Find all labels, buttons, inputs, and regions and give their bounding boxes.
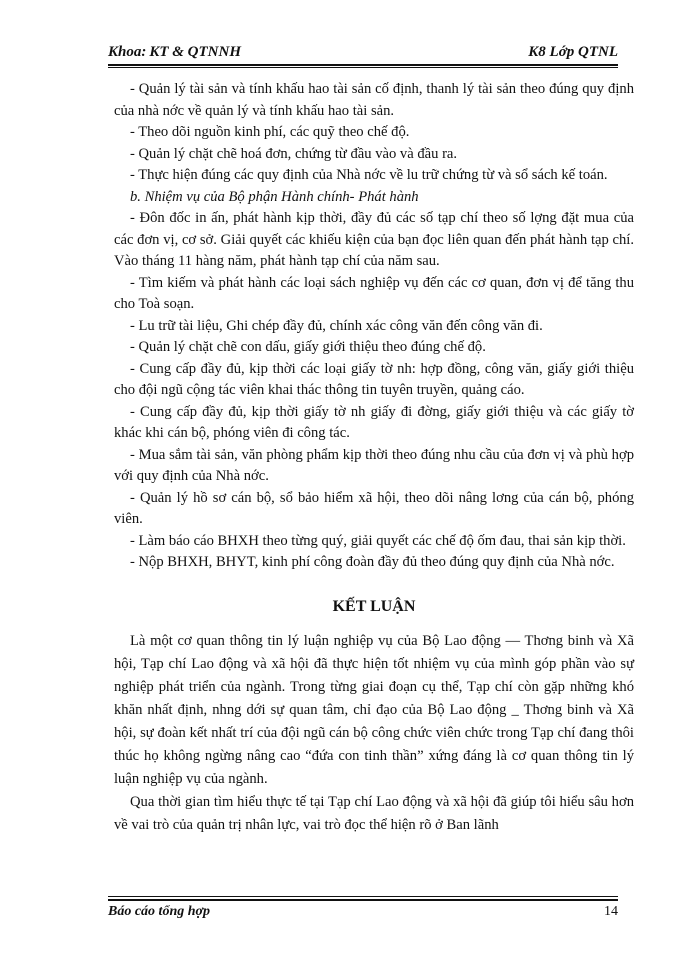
- conclusion-section: [114, 630, 634, 837]
- paragraph: - Đôn đốc in ấn, phát hành kịp thời, đầy đủ các số tạp chí theo số lợng đặt mua của các đơn vị, cơ sở. Giải quyết các khiếu kiện của bạn đọc liên quan đến phát hành tạp chí. Vào tháng 11 hàng năm, phát hành tạp chí của năm sau.: [114, 210, 634, 269]
- header-class: K8 Lớp QTNL: [528, 44, 618, 60]
- paragraph: - Cung cấp đầy đủ, kịp thời giấy tờ nh giấy đi đờng, giấy giới thiệu và các giấy tờ khác khi cán bộ, phóng viên đi công tác.: [114, 403, 634, 441]
- footer-rule-thin: [108, 896, 618, 897]
- paragraph: - Thực hiện đúng các quy định của Nhà nớc về lu trữ chứng từ và sổ sách kế toán.: [130, 167, 608, 183]
- paragraph: - Mua sắm tài sản, văn phòng phẩm kịp thời theo đúng nhu cầu của đơn vị và phù hợp với quy định của Nhà nớc.: [114, 446, 634, 484]
- footer-rule: [108, 899, 618, 901]
- paragraph: - Quản lý chặt chẽ con dấu, giấy giới thiệu theo đúng chế độ.: [130, 339, 486, 355]
- header-rule: [108, 64, 618, 66]
- section-title: KẾT LUẬN: [332, 597, 416, 615]
- header-faculty-label: Khoa:: [108, 44, 147, 60]
- conclusion-paragraph: Là một cơ quan thông tin lý luận nghiệp vụ của Bộ Lao động — Thơng binh và Xã hội, Tạp chí Lao động và xã hội đã thực hiện tốt nhiệm vụ của mình góp phần vào sự nghiệp phát triển của ngành. Trong từng giai đoạn cụ thể, Tạp chí còn gặp những khó khăn nhất định, nhng dới sự quan tâm, chỉ đạo của Bộ Lao động _ Thơng binh và Xã hội, sự đoàn kết nhất trí của đội ngũ cán bộ công chức viên chức trong Tạp chí đang thôi thúc họ không ngừng nâng cao “đứa con tinh thần” xứng đáng là cơ quan thông tin lý luận nghiệp vụ của ngành.: [114, 632, 634, 787]
- header-faculty: [108, 44, 241, 61]
- header-faculty-value: KT & QTNNH: [149, 44, 242, 60]
- paragraph: - Lu trữ tài liệu, Ghi chép đầy đủ, chính xác công văn đến công văn đi.: [130, 317, 543, 334]
- header-rule-thin: [108, 67, 618, 68]
- paragraph: - Quản lý hồ sơ cán bộ, sổ bảo hiểm xã hội, theo dõi nâng lơng của cán bộ, phóng viên.: [114, 489, 634, 527]
- paragraph: - Cung cấp đầy đủ, kịp thời các loại giấy tờ nh: hợp đồng, công văn, giấy giới thiệu cho đội ngũ cộng tác viên khai thác thông tin tuyên truyền, quảng cáo.: [114, 360, 634, 398]
- paragraph: - Nộp BHXH, BHYT, kinh phí công đoàn đầy đủ theo đúng quy định của Nhà nớc.: [130, 554, 615, 570]
- paragraph: - Theo dõi nguồn kinh phí, các quỹ theo chế độ.: [130, 124, 410, 140]
- paragraph: - Quản lý tài sản và tính khấu hao tài sản cố định, thanh lý tài sản theo đúng quy định của nhà nớc về quản lý và tính khấu hao tài sản.: [114, 81, 634, 119]
- conclusion-paragraph: Qua thời gian tìm hiểu thực tế tại Tạp chí Lao động và xã hội đã giúp tôi hiểu sâu hơn về vai trò của quản trị nhân lực, vai trò đọc thể hiện rõ ở Ban lãnh: [114, 793, 634, 833]
- footer-title: Báo cáo tổng hợp: [108, 904, 211, 919]
- page-body: [114, 79, 634, 837]
- paragraph: - Làm báo cáo BHXH theo từng quý, giải quyết các chế độ ốm đau, thai sản kịp thời.: [130, 532, 626, 549]
- paragraph: - Quản lý chặt chẽ hoá đơn, chứng từ đầu vào và đầu ra.: [130, 145, 458, 162]
- page-number: 14: [604, 904, 618, 919]
- paragraph: - Tìm kiếm và phát hành các loại sách nghiệp vụ đến các cơ quan, đơn vị để tăng thu cho Toà soạn.: [114, 274, 634, 312]
- subsection-heading: b. Nhiệm vụ của Bộ phận Hành chính- Phát hành: [130, 188, 419, 205]
- page-header: [108, 40, 618, 64]
